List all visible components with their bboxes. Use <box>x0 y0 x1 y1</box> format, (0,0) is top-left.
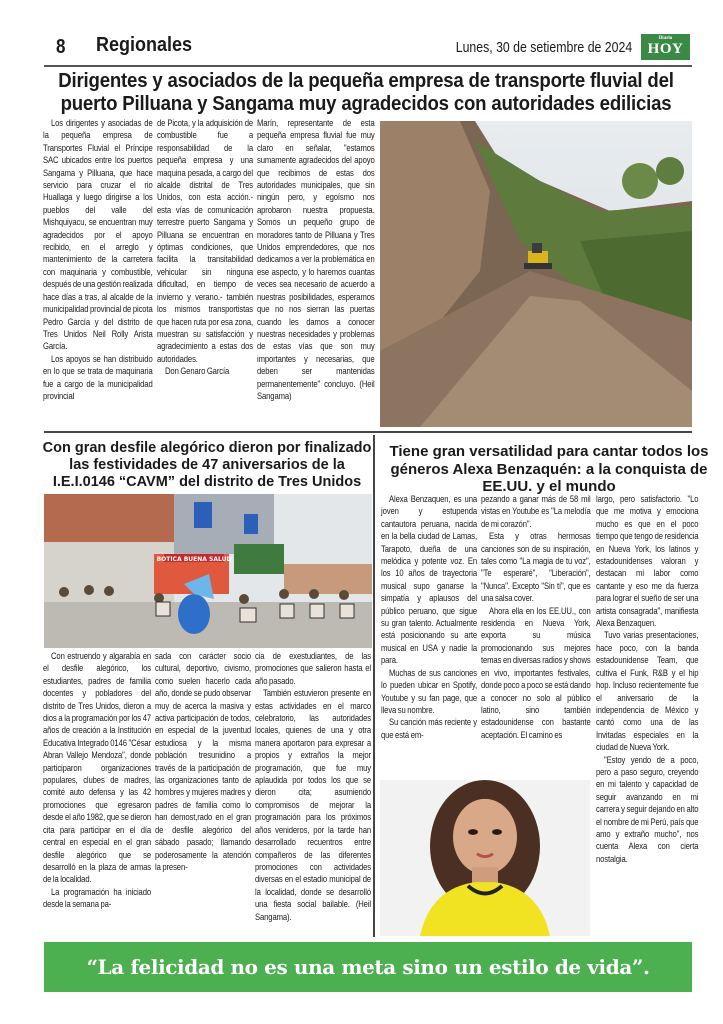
article2-column-1 <box>43 651 151 912</box>
paragraph: También estuvieron presente en estas actividades en el marco celebratorio, las autoridades locales, quienes de una y otra manera aportaron para expresar a propios y extraños la mejor programación, que fue muy aplaudida por todos los que se dieron cita; asumiendo compromisos de mejorar la programación para los próximos años venideros, por la tarde han desarrollado recuentros entre compañeros de las diferentes promociones con actividades diversas en el estadio municipal de la localidad, donde se desarrolló una fiesta social bailable. (Heil Sangama). <box>255 688 371 923</box>
article-divider <box>44 431 692 433</box>
issue-date: Lunes, 30 de setiembre de 2024 <box>455 39 632 56</box>
header-divider <box>44 65 692 67</box>
paragraph: Los apoyos se han distribuido en lo que se trata de maquinaria fue a cargo de la municipalidad provincial <box>43 353 153 402</box>
parade-photo-illustration <box>44 494 372 648</box>
paragraph: Su canción más reciente y que está em- <box>381 717 477 741</box>
paragraph: Tuvo varias presentaciones, hace poco, con la banda estadounidense Team, que cultiva el Funk, R&B y el hip hop. Incluso recientemente fue el aniversario de la independencia de México y cantó como una de las Invitadas especiales en la ciudad de Nueva York. <box>596 630 699 754</box>
portrait-illustration <box>380 780 590 936</box>
paragraph: largo, pero satisfactorio. "Lo que me motiva y emociona mucho es que en el poco tiempo que tengo de residencia en Nueva York, los latinos y estadounidenses valoran y destacan mi labor como cantante y eso me da fuerza para lograr el sueño de ser una artista consagrada", manifiesta Alexa Benzaquen. <box>596 494 699 630</box>
road-machinery-photo <box>380 121 692 427</box>
paragraph: Don Genaro García <box>165 366 230 378</box>
paragraph: Marín, representante de esta pequeña empresa fluvial fue muy claro en señalar, "estamos sumamente agradecidos del apoyo que recibimos de estas dos autoridades municipales, que sin ningún pero, y egoísmo nos aprobaron nuestra propuesta. Somos un pequeño grupo de moradores tanto de Pilluana y Tres Unidos emprendedores, que nos dedicamos a ver la problemática en ese aspecto, y lo haremos cuantas veces sea necesario de acuerdo a nuestras posibilidades, esperamos que no nos sierran las puertas cuando les damos a conocer nuestras necesidades y problemas de estas vías que son muy importantes y necesarias, que deben ser mantenidas permanentemente" concluyo. (Heil Sangama) <box>257 118 375 402</box>
quote-banner: “La felicidad no es una meta sino un estilo de vida”. <box>44 942 692 992</box>
paragraph: de Picota, y la adquisición de combustible fue a responsabilidad de la pequeña empresa y una maquina pesada, a cargo del alcalde distrital de Tres Unidos, con esta acción.- esta vías de comunicación terrestre puerto Sangama y Pilluana se encuentran en óptimas condiciones, que facilita la transitabilidad vehicular sin ninguna dificultad, en tiempo de invierno y verano.- también los mismos transportistas que hacen ruta por esa zona, muestran su satisfacción y agradecimiento a estas dos autoridades. <box>157 118 253 365</box>
article3-column-3 <box>596 494 698 866</box>
paragraph: Muchas de sus canciones lo pueden ubicar en Spotify, Youtube y su fan page, que lleva su nombre. <box>381 667 477 716</box>
article3-column-1 <box>381 494 477 742</box>
paragraph: Esta y otras hermosas canciones son de su inspiración, tales como "La magia de tu voz", "Te esperaré", "Liberación", "Nunca". Excepto "Sin tí", que es una salsa cover. <box>481 531 591 605</box>
paragraph: Con estruendo y algarabía en el desfile alegórico, los estudiantes, padres de familia docentes y pobladores del distrito de Tres Unidos, dieron a dios a la programación por los 47 años de creación a la Institución Educativa Integrado 0146 "César Abran Vallejo Mendoza", donde participaron organizaciones populares, clubes de madres, comité auto defensa y las 42 promociones que egresaron desde el año 1982, que se dieron cita para participar en el día central en especial en el gran desfile alegórico que se desarrolló en la plaza de armas de la localidad. <box>43 651 151 886</box>
section-title: Regionales <box>96 34 193 56</box>
paragraph: Ahora ella en los EE.UU., con residencia en Nueva York, exporta su música promocionando sus mejores temas en diversas radios y shows en vivo, importantes festivales, donde poco a poco se está dando a conocer no solo al público latino, sino también estadounidense con bastante aceptación. El camino es <box>481 605 591 741</box>
paragraph: Los dirigentes y asociadas de la pequeña empresa de Transportes Fluvial el Príncipe SAC ubicados entre los puertos Sangama y Pilluana, que hace servicio para cruzar el rio Huallaga y luego dirigirse a los pueblos del valle del Mishquiyacu, se encuentran muy agradecidos por el apoyo recibido, en el arreglo y mantenimiento de la carretera con maquinaria y combustible, después de una gestión realizada hace días a tras, al alcalde de la municipalidad provincial de picota Pedro García y del distrito de Tres Unidos Neil Rolly Arista García. <box>43 118 153 353</box>
article1-column-3 <box>257 118 375 403</box>
article3-headline: Tiene gran versatilidad para cantar todos los géneros Alexa Benzaquén: a la conquista de EE.UU. y el mundo <box>389 443 709 495</box>
paragraph: pezando a ganar más de 58 mil vistas en Youtube es "La melodía de mi corazón". <box>481 494 591 530</box>
paragraph: sada con carácter socio cultural, deportivo, civismo, como suelen hacerlo cada año, donde se pudo observar muy de acerca la masiva y activa participación de todos, en especial de la juventud estudiosa y la misma población tresunidino a través de la participación de las organizaciones tanto de hombres y mujeres madres y padres de familia como lo han demost,rado en el gran de desfile alegórico del sábado pasado; llamando poderosamente la atención la presen- <box>155 651 251 873</box>
page-number: 8 <box>56 36 66 58</box>
road-photo-illustration <box>380 121 692 427</box>
paragraph: cia de exestudiantes, de las promociones que salieron hasta el año pasado. <box>255 651 371 687</box>
paragraph: Alexa Benzaquen, es una joven y estupenda cantautora peruana, nacida en la bella ciudad de Lamas, Tarapoto, dueña de una melódica y potente voz. En los 10 años de trayectoria musical supo ganarse la simpatía y aplausos del público peruano, que sigue su gran talento. Actualmente está posicionando su arte musical en USA y nadie la para. <box>381 494 477 667</box>
article3-column-2 <box>481 494 591 742</box>
pharmacy-sign: BOTICA BUENA SALUD <box>156 556 232 563</box>
article2-column-2 <box>155 651 251 874</box>
article2-headline: Con gran desfile alegórico dieron por finalizado las festividades de 47 aniversarios de la I.E.I.0146 “CAVM” del distrito de Tres Unidos <box>42 440 372 490</box>
alexa-portrait-photo <box>380 780 590 936</box>
article1-headline: Dirigentes y asociados de la pequeña empresa de transporte fluvial del puerto Pilluana y Sangama muy agradecidos con autoridades edilicias <box>58 70 674 115</box>
article1-column-1 <box>43 118 153 403</box>
diario-hoy-logo <box>641 34 690 60</box>
page-header <box>44 30 692 64</box>
column-divider <box>373 435 375 937</box>
paragraph: "Estoy yendo de a poco, pero a paso seguro, creyendo en mi talento y capacidad de seguir avanzando en mi carrera y seguir dejando en alto el nombre de mi Perú, país que amo y extraño mucho", nos cuenta Alexa con cierta nostalgia. <box>596 754 699 865</box>
article2-column-3 <box>255 651 371 924</box>
logo-small-text: Diario <box>658 36 673 41</box>
parade-photo <box>44 494 372 648</box>
article1-column-2 <box>157 118 253 379</box>
logo-big-text: HOY <box>647 41 684 57</box>
paragraph: La programación ha iniciado desde la semana pa- <box>43 886 151 911</box>
